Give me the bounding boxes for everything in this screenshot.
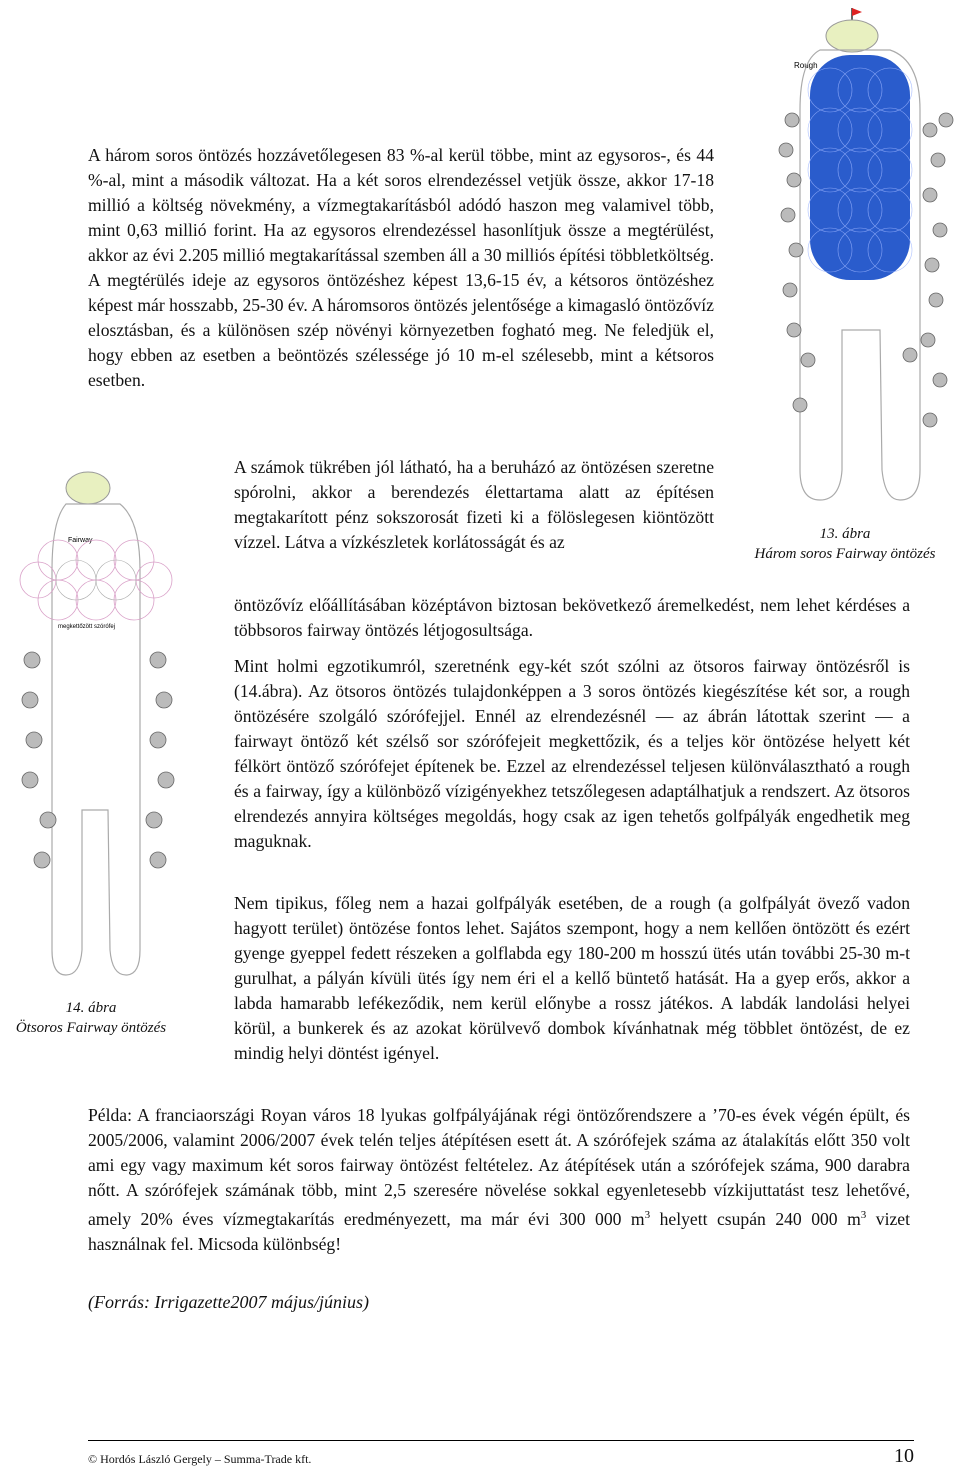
footer-rule <box>88 1440 914 1441</box>
figure-14-title: Ötsoros Fairway öntözés <box>15 1020 167 1036</box>
paragraph-1: A három soros öntözés hozzávetőlegesen 83 %-al kerül többe, mint az egysoros-, és 44 %-al, mint a második változat. Ha a két soros elrendezéssel vetjük össze, akkor 17-18 millió a költség növekmény, a vízmegtakarításból adódó haszon meg valamivel több, mint 0,63 millió forint. Ha az egysoros elrendezéssel hasonlítjuk össze a megtérülést, akkor az évi 2.205 millió megtakarítással szemben áll a 30 milliós építési többletköltség. A megtérülés ideje az egysoros öntözéshez képest 13,6-15 év, a kétsoros öntözéshez képest már hosszabb, 25-30 év. A háromsoros öntözés jelentősége a kimagasló öntözővíz elosztásban, és a különösen szép növényi környezetben fogható meg. Ne feledjük el, hogy ebben az esetben a beöntözés szélessége jó 10 m-el szélesebb, mint a kétsoros esetben. <box>88 145 714 390</box>
source-citation: (Forrás: Irrigazette2007 május/június) <box>88 1292 369 1312</box>
fig13-rough-label: Rough <box>794 61 818 70</box>
paragraph-2a: A számok tükrében jól látható, ha a beruházó az öntözésen szeretne spórolni, akkor a berendezés élettartama alatt az építésen megtakarított pénz sokszorosát fizeti ki a fölöslegesen kiöntözött vízzel. Látva a vízkészletek korlátosságát és az <box>234 457 714 552</box>
fig14-bottom-label: megkettőzött szórófej <box>58 624 116 630</box>
footer-author: © Hordós László Gergely – Summa-Trade kft. <box>88 1452 312 1466</box>
paragraph-3: Mint holmi egzotikumról, szeretnénk egy-két szót szólni az ötsoros fairway öntözésről is (14.ábra). Az ötsoros öntözés tulajdonképpen a 3 soros öntözés kiegészítése két sor, a rough öntözésére szolgáló szórófejjel. Ennél az elrendezésnél ― az ábrán látottak szerint ― a fairwayt öntöző két szélső sor szórófejeit megkettőzik, és a teljes kör öntözése helyett két félkört öntöző szórófejet építenek be. Ezzel az elrendezéssel teljesen különválasztható a rough és a fairway, így a különböző vízigényekhez tetszőlegesen adaptálhatjuk a rendszert. Az ötsoros elrendezés annyira költséges megoldás, hogy csak az igen tehetős golfpályák engedhetik meg maguknak. <box>234 656 910 851</box>
superscript-1: 3 <box>644 1209 651 1221</box>
fig14-fairway-label: Fairway <box>68 537 93 544</box>
figure-13-caption <box>730 524 960 564</box>
figure-13-number: 13. ábra <box>819 526 871 542</box>
paragraph-4: Nem tipikus, főleg nem a hazai golfpályák esetében, de a rough (a golfpályát övező vadon hagyott terület) öntözése fontos lehet. Sajátos szempont, hogy a nem kellően öntözött és ezért gyenge gyeppel fedett részeken a golflabda egy 180-200 m hosszú ütés után további 25-30 m-t gurulhat, a pályán kívüli ütés így nem éri el a kellő büntető hatását. Ha a gyep erős, akkor a labda hamarabb lefékeződik, nem kerül előnybe a rossz játékos. A labdák landolási helyei körül, a bunkerek és az azokat körülvevő dombok kívánhatnak még többlet öntözést, de ez mindig helyi döntést igényel. <box>234 893 910 1063</box>
figure-14-caption <box>0 998 182 1038</box>
figure-13-three-row-fairway <box>770 0 960 505</box>
figure-13-title: Három soros Fairway öntözés <box>754 546 936 562</box>
page-number: 10 <box>894 1445 914 1467</box>
paragraph-5 <box>88 1103 910 1257</box>
figure-14-number: 14. ábra <box>65 1000 117 1016</box>
paragraph-5-part-c: vizet használnak fel. Micsoda különbség! <box>88 1208 910 1254</box>
paragraph-2b: öntözővíz előállításában középtávon biztosan bekövetkező áremelkedést, nem lehet kérdéses a többsoros fairway öntözés létjogosultsága. <box>234 595 910 640</box>
figure-14-five-row-fairway <box>18 460 178 980</box>
paragraph-5-part-b: helyett csupán 240 000 m <box>650 1208 861 1229</box>
superscript-2: 3 <box>860 1209 867 1221</box>
paragraph-5-part-a: Példa: A franciaországi Royan város 18 lyukas golfpályájának régi öntözőrendszere a ’70-es évek végén épült, és 2005/2006, valamint 2006/2007 évek telén teljes átépítésen esett át. A szórófejek száma az átalakítás előtt 350 volt ami egy vagy maximum két soros fairway öntözést feltételez. Az átépítések után a szórófejek száma, 900 darabra nőtt. A szórófejek számának több, mint 2,5 szeresére növelése sokkal egyenletesebb vízkijuttatást tesz lehetővé, amely 20% éves vízmegtakarítás eredményezett, ma már évi 300 000 m <box>88 1105 910 1229</box>
